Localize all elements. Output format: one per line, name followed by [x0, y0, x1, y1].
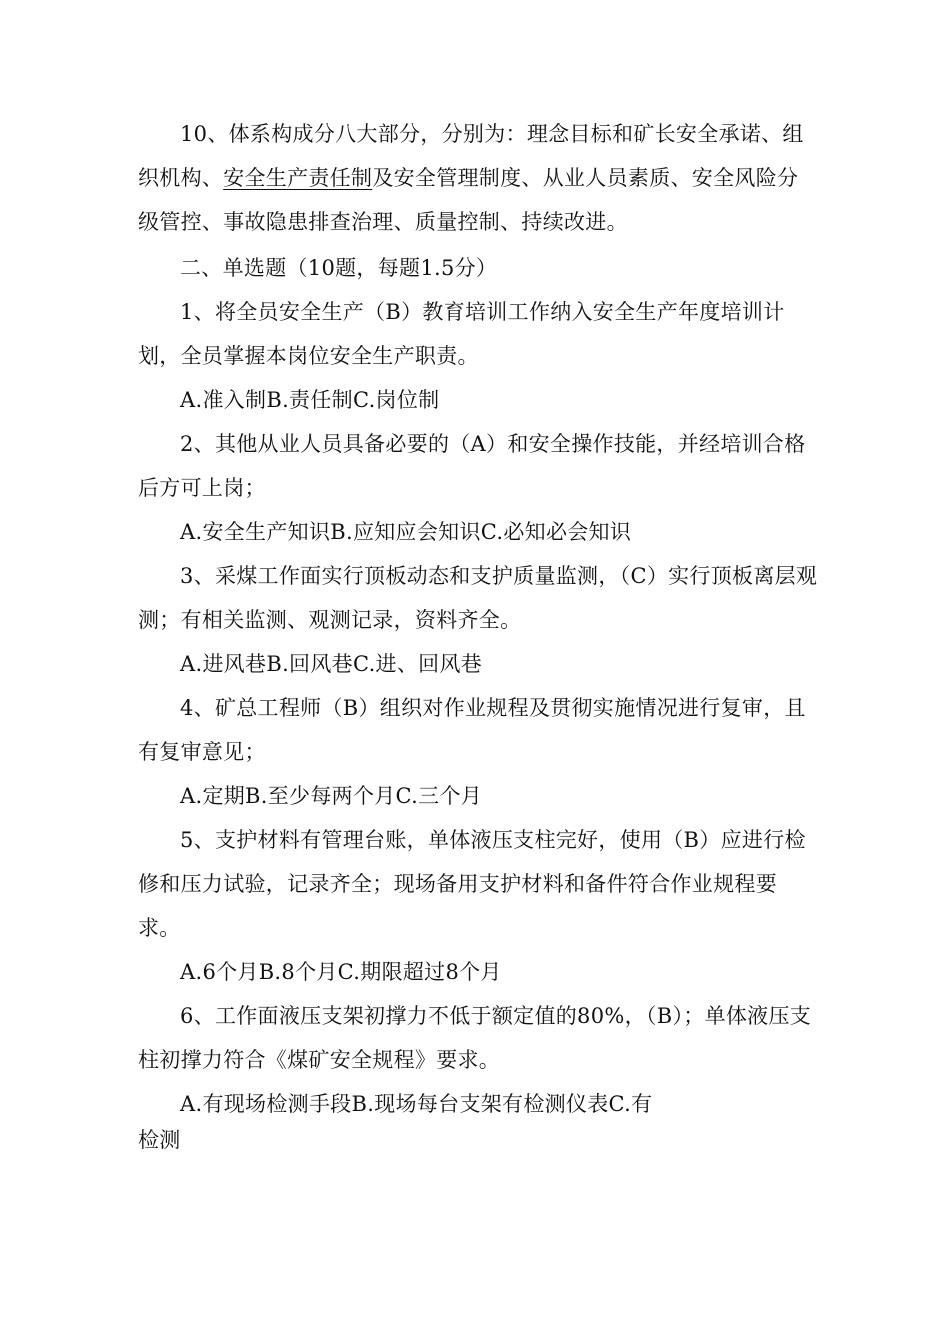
question-4: 4、矿总工程师（B）组织对作业规程及贯彻实施情况进行复审，且有复审意见；	[138, 696, 806, 764]
question-1: 1、将全员安全生产（B）教育培训工作纳入安全生产年度培训计划，全员掌握本岗位安全生产职责。	[138, 300, 785, 368]
question-2: 2、其他从业人员具备必要的（A）和安全操作技能，并经培训合格后方可上岗；	[138, 432, 806, 500]
item-10-text-start: 10、体系构成分八大部分，分别为：理念目标和矿长安全承诺、组织机构、	[138, 122, 804, 190]
question-4-options: A.定期B.至少每两个月C.三个月	[180, 784, 483, 808]
question-1-options: A.准入制B.责任制C.岗位制	[180, 388, 440, 412]
question-5: 5、支护材料有管理台账，单体液压支柱完好，使用（B）应进行检修和压力试验，记录齐全；现场备用支护材料和备件符合作业规程要求。	[138, 828, 806, 940]
question-6: 6、工作面液压支架初撑力不低于额定值的80%，（B）；单体液压支柱初撑力符合《煤矿安全规程》要求。	[138, 1004, 812, 1072]
underlined-term: 安全生产责任制	[223, 166, 373, 190]
paragraph-item-10	[138, 112, 818, 244]
section-heading: 二、单选题（10题，每题1.5分）	[180, 256, 498, 280]
question-3-options: A.进风巷B.回风巷C.进、回风巷	[180, 652, 483, 676]
question-6-options: A.有现场检测手段B.现场每台支架有检测仪表C.有	[180, 1092, 653, 1116]
item-10-text-end: 及安全管理制度、从业人员素质、安全风险分级管控、事故隐患排查治理、质量控制、持续改进。	[138, 166, 799, 234]
question-3: 3、采煤工作面实行顶板动态和支护质量监测，（C）实行顶板离层观测；有相关监测、观测记录，资料齐全。	[138, 564, 818, 632]
question-2-options: A.安全生产知识B.应知应会知识C.必知必会知识	[180, 520, 632, 544]
question-5-options: A.6个月B.8个月C.期限超过8个月	[180, 960, 502, 984]
question-6-options-continued: 检测	[138, 1128, 181, 1152]
